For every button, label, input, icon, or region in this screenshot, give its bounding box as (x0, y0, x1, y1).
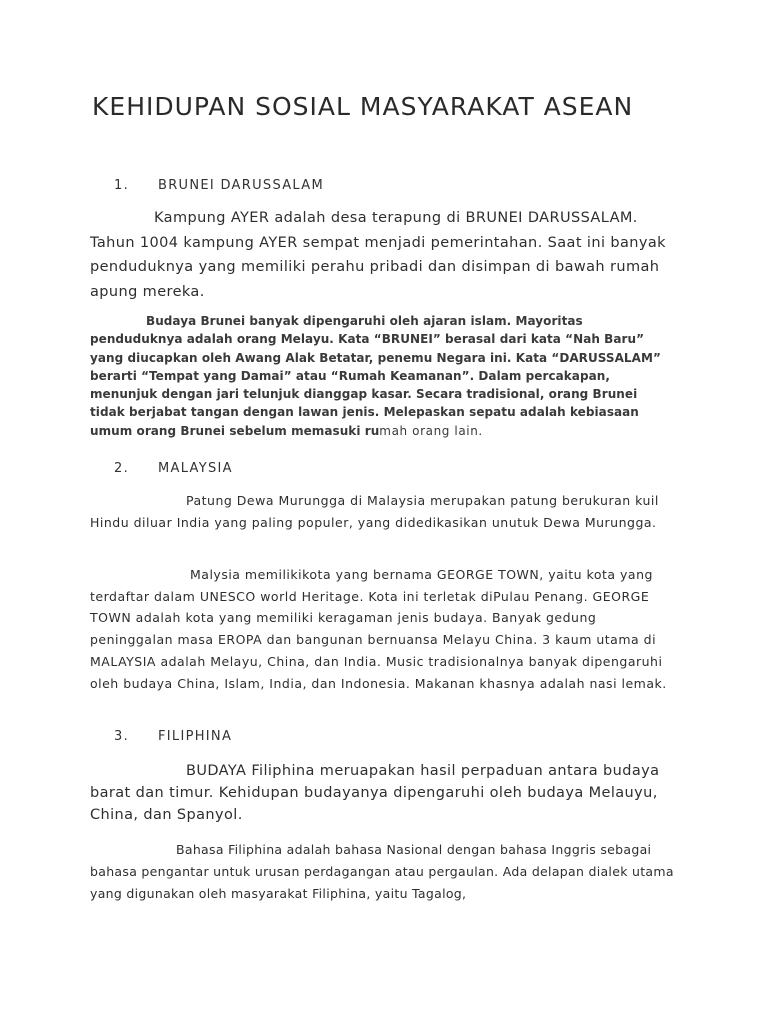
paragraph (90, 312, 676, 440)
section-number: 2. (114, 461, 130, 476)
section-heading-filiphina (90, 729, 680, 744)
section-title: MALAYSIA (158, 461, 233, 476)
paragraph: Malysia memilikikota yang bernama GEORGE TOWN, yaitu kota yang terdaftar dalam UNESCO world Heritage. Kota ini terletak diPulau Penang. GEORGE TOWN adalah kota yang memiliki keragaman jenis budaya. Banyak gedung peninggalan masa EROPA dan bangunan bernuansa Melayu China. 3 kaum utama di MALAYSIA adalah Melayu, China, dan India. Music tradisionalnya banyak dipengaruhi oleh budaya China, Islam, India, dan Indonesia. Makanan khasnya adalah nasi lemak. (90, 567, 667, 691)
paragraph-text: Budaya Brunei banyak dipengaruhi oleh ajaran islam. Mayoritas penduduknya adalah orang Melayu. Kata “BRUNEI” berasal dari kata “Nah Baru” yang diucapkan oleh Awang Alak Betatar, penemu Negara ini. Kata “DARUSSALAM” berarti “Tempat yang Damai” atau “Rumah Keamanan”. Dalam percakapan, menunjuk dengan jari telunjuk dianggap kasar. Secara tradisional, orang Brunei tidak berjabat tangan dengan lawan jenis. Melepaskan sepatu adalah kebiasaan umum orang Brunei sebelum memasuki ru (90, 314, 661, 438)
section-title: BRUNEI DARUSSALAM (158, 178, 324, 193)
section-number: 3. (114, 729, 130, 744)
section-heading-brunei (90, 178, 680, 193)
document-title: KEHIDUPAN SOSIAL MASYARAKAT ASEAN (92, 92, 634, 121)
paragraph: Kampung AYER adalah desa terapung di BRUNEI DARUSSALAM. Tahun 1004 kampung AYER sempat menjadi pemerintahan. Saat ini banyak penduduknya yang memiliki perahu pribadi dan disimpan di bawah rumah apung mereka. (90, 210, 666, 300)
paragraph: Patung Dewa Murungga di Malaysia merupakan patung berukuran kuil Hindu diluar India yang paling populer, yang didedikasikan unutuk Dewa Murungga. (90, 493, 659, 530)
paragraph: Bahasa Filiphina adalah bahasa Nasional dengan bahasa Inggris sebagai bahasa pengantar untuk urusan perdagangan atau pergaulan. Ada delapan dialek utama yang digunakan oleh masyarakat Filiphina, yaitu Tagalog, (90, 842, 674, 901)
section-number: 1. (114, 178, 130, 193)
section-title: FILIPHINA (158, 729, 233, 744)
paragraph: BUDAYA Filiphina meruapakan hasil perpaduan antara budaya barat dan timur. Kehidupan budayanya dipengaruhi oleh budaya Melauyu, China, dan Spanyol. (90, 763, 660, 823)
paragraph-text: mah orang lain. (379, 423, 483, 438)
section-heading-malaysia (90, 461, 680, 476)
